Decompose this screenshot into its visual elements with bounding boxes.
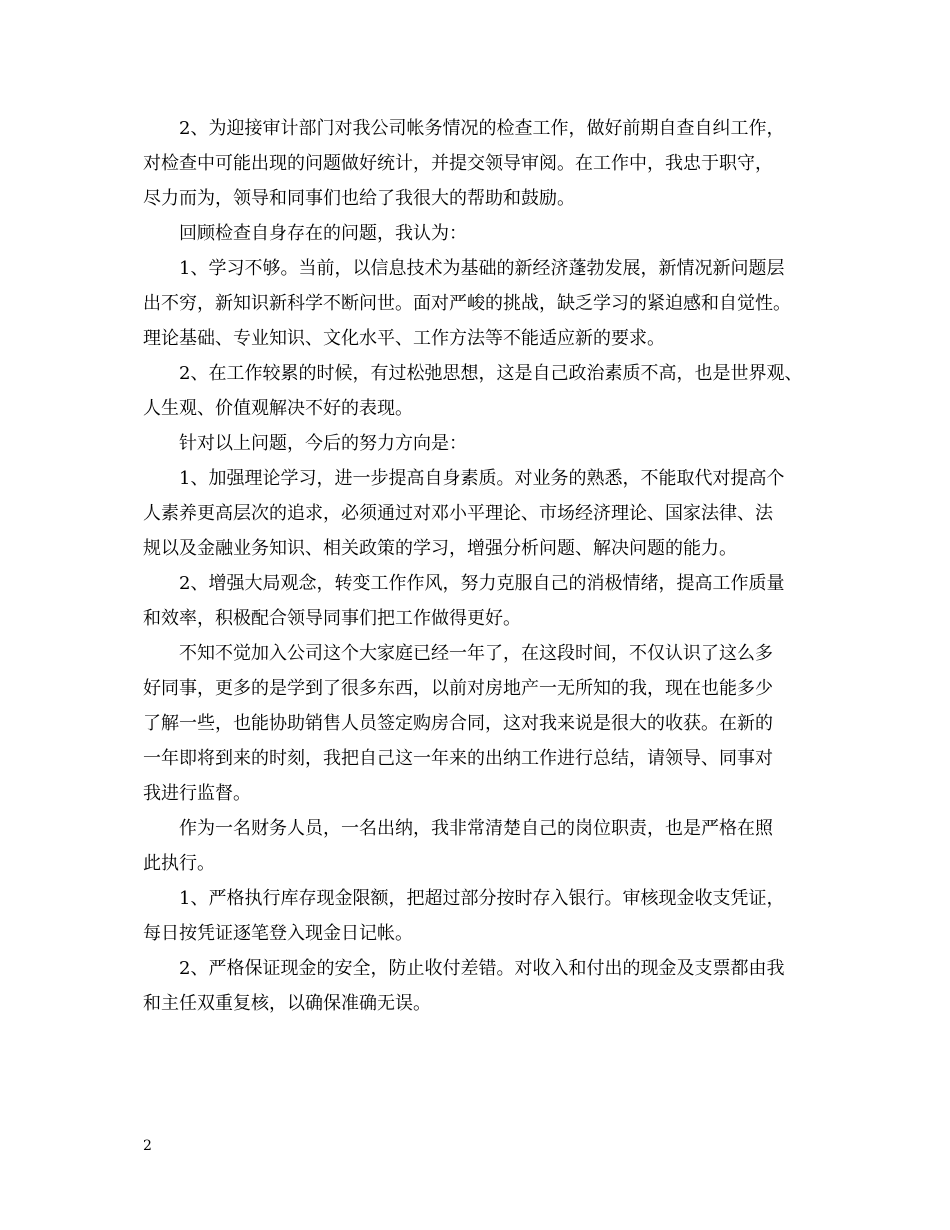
- text-line: 和效率，积极配合领导同事们把工作做得更好。: [143, 608, 521, 629]
- text-line: 一年即将到来的时刻，我把自己这一年来的出纳工作进行总结，请领导、同事对: [143, 748, 773, 769]
- text-line: 2、增强大局观念，转变工作作风，努力克服自己的消极情绪，提高工作质量: [143, 573, 785, 594]
- text-line: 针对以上问题，今后的努力方向是：: [143, 433, 467, 454]
- text-line: 我进行监督。: [143, 783, 251, 804]
- text-line: 人素养更高层次的追求，必须通过对邓小平理论、市场经济理论、国家法律、法: [143, 503, 773, 524]
- text-line: 2、为迎接审计部门对我公司帐务情况的检查工作，做好前期自查自纠工作，: [143, 118, 785, 139]
- text-line: 每日按凭证逐笔登入现金日记帐。: [143, 923, 413, 944]
- text-line: 1、加强理论学习，进一步提高自身素质。对业务的熟悉，不能取代对提高个: [143, 468, 785, 489]
- text-line: 此执行。: [143, 853, 215, 874]
- text-line: 人生观、价值观解决不好的表现。: [143, 398, 413, 419]
- text-line: 出不穷，新知识新科学不断问世。面对严峻的挑战，缺乏学习的紧迫感和自觉性。: [143, 293, 791, 314]
- text-line: 作为一名财务人员，一名出纳，我非常清楚自己的岗位职责，也是严格在照: [143, 818, 773, 839]
- text-line: 回顾检查自身存在的问题，我认为：: [143, 223, 467, 244]
- text-line: 不知不觉加入公司这个大家庭已经一年了，在这段时间，不仅认识了这么多: [143, 643, 773, 664]
- text-line: 和主任双重复核，以确保准确无误。: [143, 993, 431, 1014]
- text-line: 规以及金融业务知识、相关政策的学习，增强分析问题、解决问题的能力。: [143, 538, 737, 559]
- text-line: 好同事，更多的是学到了很多东西，以前对房地产一无所知的我，现在也能多少: [143, 678, 773, 699]
- text-line: 1、严格执行库存现金限额，把超过部分按时存入银行。审核现金收支凭证，: [143, 888, 785, 909]
- text-line: 了解一些，也能协助销售人员签定购房合同，这对我来说是很大的收获。在新的: [143, 713, 773, 734]
- page-number: 2: [143, 1138, 152, 1154]
- text-line: 对检查中可能出现的问题做好统计，并提交领导审阅。在工作中，我忠于职守，: [143, 153, 773, 174]
- text-line: 理论基础、专业知识、文化水平、工作方法等不能适应新的要求。: [143, 328, 665, 349]
- text-line: 2、在工作较累的时候，有过松弛思想，这是自己政治素质不高，也是世界观、: [143, 363, 803, 384]
- text-line: 2、严格保证现金的安全，防止收付差错。对收入和付出的现金及支票都由我: [143, 958, 785, 979]
- text-line: 1、学习不够。当前，以信息技术为基础的新经济蓬勃发展，新情况新问题层: [143, 258, 785, 279]
- text-line: 尽力而为，领导和同事们也给了我很大的帮助和鼓励。: [143, 188, 575, 209]
- body-text: [143, 118, 823, 1028]
